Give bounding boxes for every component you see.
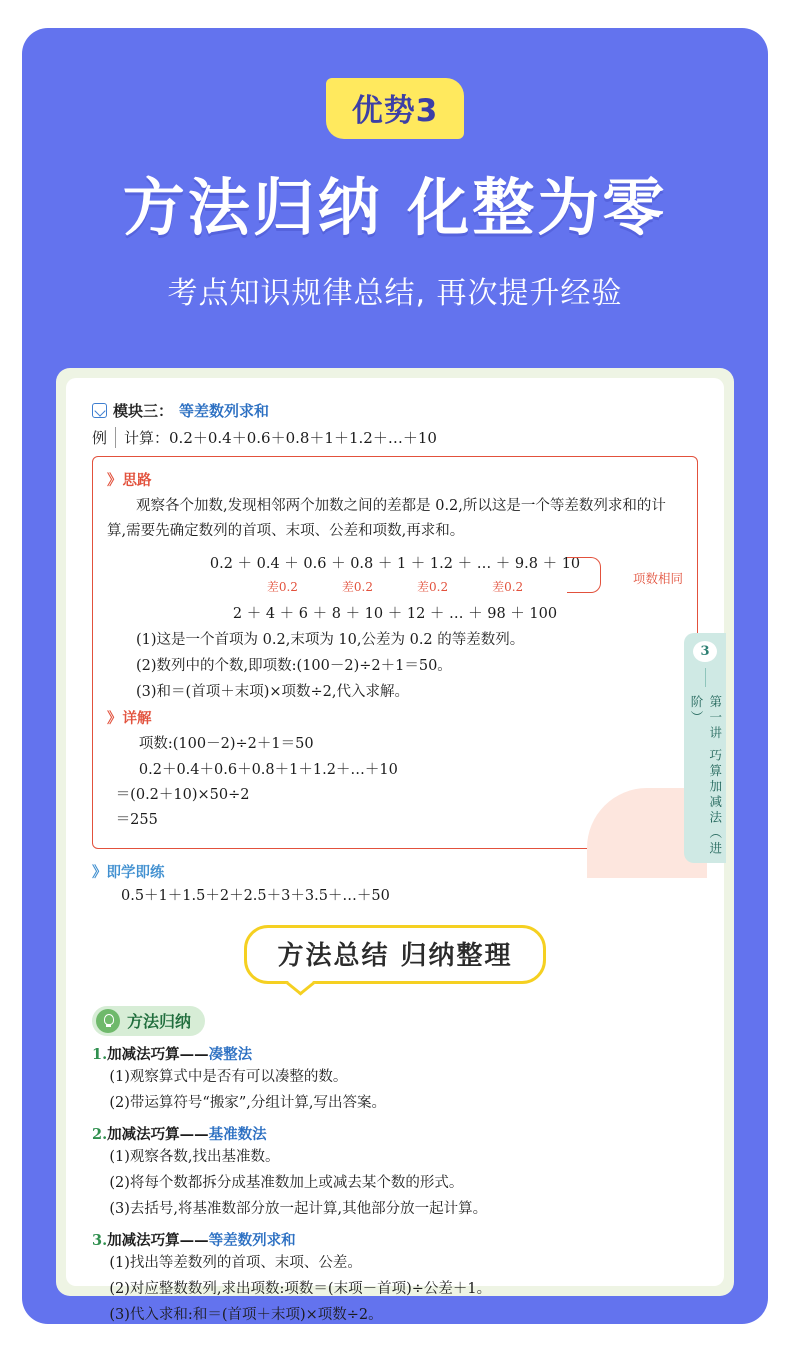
side-tab-divider: [705, 668, 706, 687]
chevron-right-icon: 》: [92, 863, 107, 881]
advantage-badge: 优势3: [326, 78, 465, 139]
example-tag: 例: [92, 427, 116, 448]
method-item: [92, 1229, 698, 1328]
difference-label: 差0.2: [417, 579, 449, 594]
equation-line-2: 2 ＋ 4 ＋ 6 ＋ 8 ＋ 10 ＋ 12 ＋ … ＋ 98 ＋ 100: [232, 605, 558, 622]
method-item-step: (3)去括号,将基准数部分放一起计算,其他部分放一起计算。: [109, 1201, 488, 1218]
method-item-title: [92, 1123, 698, 1144]
method-item-step: (2)对应整数数列,求出项数:项数＝(末项－首项)÷公差＋1。: [109, 1281, 492, 1298]
method-summary-header: [92, 1006, 698, 1036]
method-item-keyword: 凑整法: [208, 1045, 253, 1063]
module-label: 模块三：: [113, 402, 174, 420]
summary-callout-wrap: [92, 925, 698, 984]
side-tab-number: 3: [693, 641, 717, 662]
method-item-step: (1)观察各数,找出基准数。: [109, 1148, 280, 1165]
method-item-number: 1.: [92, 1045, 108, 1063]
solution-line: ＝255: [115, 812, 158, 829]
method-item-title: [92, 1229, 698, 1250]
solution-line: 0.2＋0.4＋0.6＋0.8＋1＋1.2＋…＋10: [138, 761, 398, 778]
method-item-number: 2.: [92, 1125, 108, 1143]
bookmark-icon: [92, 403, 107, 418]
promo-panel: [22, 28, 768, 1324]
chevron-right-icon: 》: [107, 710, 120, 728]
thinking-step: (1)这是一个首项为 0.2,末项为 10,公差为 0.2 的等差数列。: [136, 631, 525, 648]
method-item-text: 加减法巧算——: [107, 1125, 209, 1143]
method-item-number: 3.: [92, 1232, 108, 1250]
method-item-title: [92, 1043, 698, 1064]
page-side-tab: [684, 633, 726, 863]
example-heading: [92, 427, 698, 448]
thinking-paragraph: 观察各个加数,发现相邻两个加数之间的差都是 0.2,所以这是一个等差数列求和的计算,需要先确定数列的首项、末项、公差和项数,再求和。: [107, 498, 666, 540]
book-page: [66, 378, 724, 1324]
page-title: 方法归纳 化整为零: [122, 171, 668, 244]
practice-problem: 0.5＋1＋1.5＋2＋2.5＋3＋3.5＋…＋50: [121, 887, 390, 904]
annotation-same-count: 项数相同: [632, 571, 683, 586]
thinking-heading: 》 思路: [107, 472, 152, 489]
method-item-step: (1)观察算式中是否有可以凑整的数。: [109, 1068, 348, 1085]
worked-example-box: [92, 456, 698, 849]
solution-line: 项数:(100－2)÷2＋1＝50: [138, 736, 314, 753]
method-item-step: (2)带运算符号“搬家”,分组计算,写出答案。: [109, 1094, 386, 1111]
equation-line-1: 0.2 ＋ 0.4 ＋ 0.6 ＋ 0.8 ＋ 1 ＋ 1.2 ＋ … ＋ 9.8 ＋ 10: [209, 555, 581, 572]
module-heading: [92, 400, 698, 421]
method-item-keyword: 基准数法: [208, 1125, 267, 1143]
solution-line: ＝(0.2＋10)×50÷2: [115, 786, 250, 803]
page-subtitle: 考点知识规律总结, 再次提升经验: [167, 276, 623, 311]
example-text: 计算：0.2＋0.4＋0.6＋0.8＋1＋1.2＋…＋10: [124, 429, 437, 447]
method-pill-label: 方法归纳: [127, 1012, 192, 1032]
practice-heading: 》即学即练: [92, 863, 165, 881]
book-page-card: [56, 368, 734, 1324]
method-item-step: (2)将每个数都拆分成基准数加上或减去某个数的形式。: [109, 1175, 464, 1191]
module-title: 等差数列求和: [179, 402, 270, 420]
summary-callout: 方法总结 归纳整理: [244, 925, 545, 984]
method-item: [92, 1043, 698, 1116]
difference-label: 差0.2: [492, 579, 524, 594]
thinking-step: (3)和＝(首项＋末项)×项数÷2,代入求解。: [136, 684, 409, 701]
lightbulb-icon: [96, 1009, 120, 1033]
method-item-text: 加减法巧算——: [107, 1045, 209, 1063]
side-tab-label: 第一讲 巧算加减法（进阶）: [689, 695, 723, 858]
method-item: [92, 1123, 698, 1222]
method-item-keyword: 等差数列求和: [208, 1232, 296, 1250]
chevron-right-icon: 》: [107, 472, 120, 489]
method-item-step: (1)找出等差数列的首项、末项、公差。: [109, 1255, 362, 1272]
solution-heading: 》 详解: [107, 710, 152, 728]
method-pill: [92, 1006, 205, 1036]
method-item-step: (3)代入求和:和＝(首项＋末项)×项数÷2。: [109, 1307, 383, 1324]
difference-label: 差0.2: [341, 579, 373, 594]
method-item-text: 加减法巧算——: [107, 1232, 209, 1250]
advantage-badge-wrap: [22, 78, 768, 139]
brace-marker: [567, 557, 601, 593]
difference-label: 差0.2: [266, 579, 298, 594]
thinking-step: (2)数列中的个数,即项数:(100－2)÷2＋1＝50。: [136, 658, 452, 675]
